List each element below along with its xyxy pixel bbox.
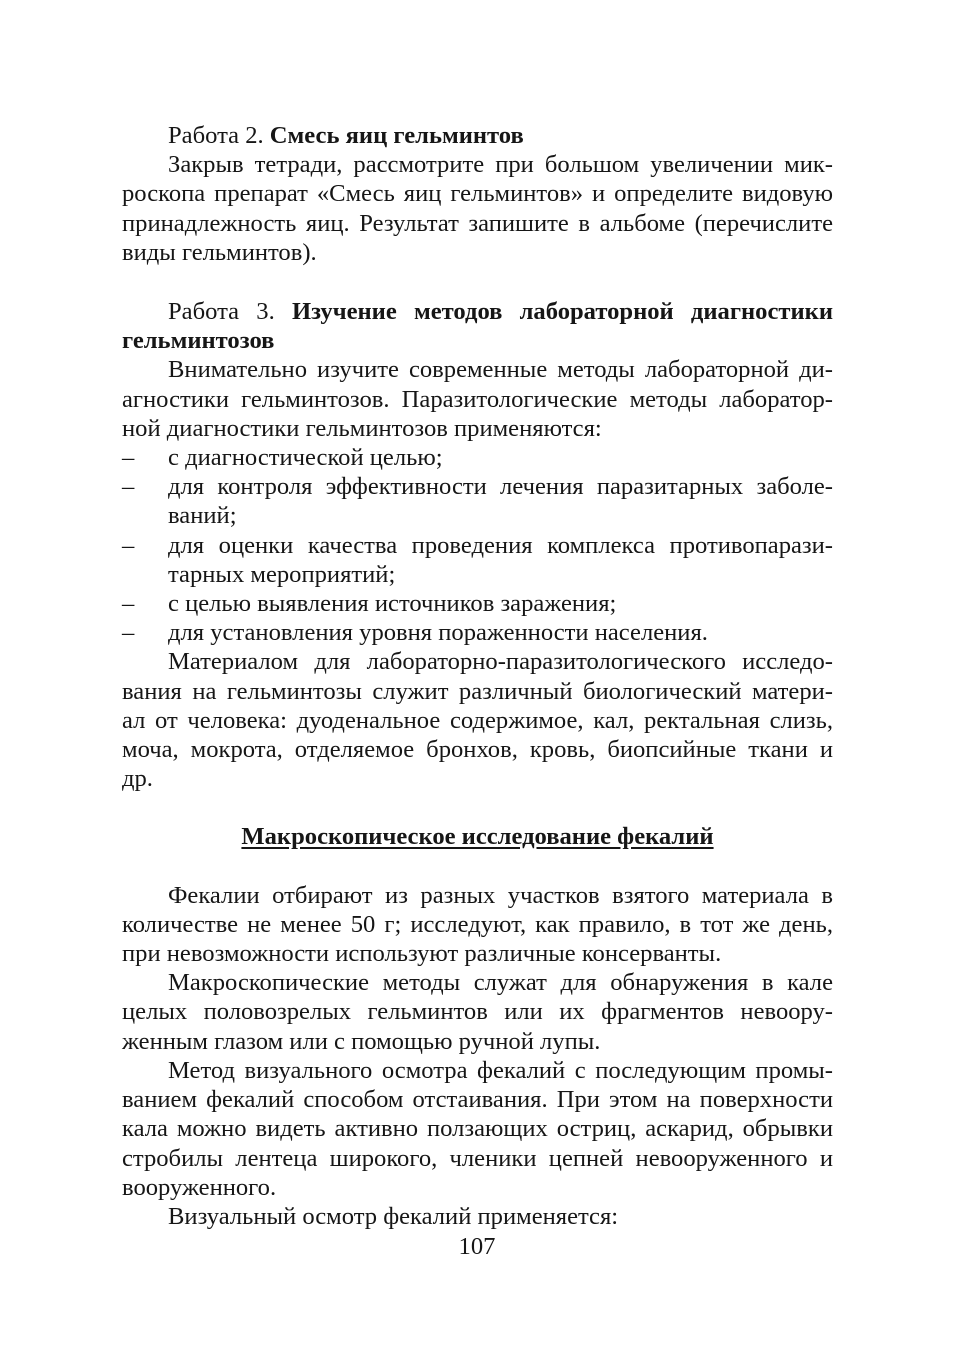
work2-heading [122,121,833,150]
spacer [122,267,833,297]
work2-title: Смесь яиц гельминтов [269,122,524,149]
page-number: 107 [458,1233,496,1260]
work3-title-2: гельминтозов [122,327,275,355]
paragraph-line: стробилы лентеца широкого, членики цепней невооруженного и [122,1144,833,1172]
spacer [122,852,833,881]
paragraph-line: вооруженного. [122,1173,277,1201]
material-line-2: вания на гельминтозы служит различный биологический матери- [122,677,833,705]
spacer [122,793,833,822]
list-dash: – [122,473,135,501]
list-item-text: для оценки качества проведения комплекса противопарази- [168,531,833,559]
list-item-text: для установления уровня пораженности населения. [168,619,708,647]
paragraph-line: Фекалии отбирают из разных участков взятого материала в [168,881,833,909]
work3-heading-line-1 [122,297,833,326]
work2-line-4: виды гельминтов). [122,238,317,266]
list-item-text: тарных мероприятий; [168,560,396,588]
list-dash: – [122,590,135,618]
paragraph-line: количестве не менее 50 г; исследуют, как правило, в тот же день, [122,910,833,938]
list-item-text: с целью выявления источников заражения; [168,590,617,618]
work2-line-1: Закрыв тетради, рассмотрите при большом увеличении мик- [168,151,833,179]
work2-line-2: роскопа препарат «Смесь яиц гельминтов» и определите видовую [122,180,833,208]
section-heading: Макроскопическое исследование фекалий [241,823,714,851]
list-item [122,618,833,647]
paragraph-line: целых половозрелых гельминтов или их фрагментов невоору- [122,998,833,1026]
paragraph-line: при невозможности используют различные консерванты. [122,940,722,968]
section-paragraph-2 [122,968,833,1056]
work3-intro-2: агностики гельминтозов. Паразитологические методы лаборатор- [122,385,833,413]
list-item [122,472,833,530]
list-item [122,531,833,589]
work3-label: Работа 3. [168,298,292,326]
list-dash: – [122,619,135,647]
section-paragraph-1 [122,881,833,969]
list-item-text: ваний; [168,502,237,530]
work2-block [122,121,833,267]
list-item [122,589,833,618]
paragraph-line: Метод визуального осмотра фекалий с последующим промы- [168,1056,833,1084]
paragraph-line: женным глазом или с помощью ручной лупы. [122,1027,601,1055]
material-line-5: др. [122,765,153,793]
work3-title-1: Изучение методов лабораторной диагностики [291,298,833,326]
work3-intro-1: Внимательно изучите современные методы лабораторной ди- [168,356,833,384]
material-line-1: Материалом для лабораторно-паразитологического исследо- [168,648,833,676]
paragraph-line: Визуальный осмотр фекалий применяется: [168,1202,619,1230]
section-paragraph-3 [122,1056,833,1202]
section-paragraph-4 [122,1202,833,1231]
paragraph-line: Макроскопические методы служат для обнаружения в кале [168,969,833,997]
work3-block [122,297,833,793]
list-item-text: с диагностической целью; [168,444,443,472]
material-line-4: моча, мокрота, отделяемое бронхов, кровь, биопсийные ткани и [122,736,833,764]
work2-label: Работа 2. [168,122,270,149]
work2-line-3: принадлежность яиц. Результат запишите в альбоме (перечислите [122,209,833,237]
list-dash: – [122,444,135,472]
work3-intro-3: ной диагностики гельминтозов применяются: [122,414,602,442]
list-dash: – [122,531,135,559]
list-item-text: для контроля эффективности лечения паразитарных заболе- [168,473,833,501]
paragraph-line: кала можно видеть активно ползающих остриц, аскарид, обрывки [122,1115,833,1143]
list-item [122,443,833,472]
material-line-3: ал от человека: дуоденальное содержимое, кал, ректальная слизь, [122,706,833,734]
paragraph-line: ванием фекалий способом отстаивания. При этом на поверхности [122,1086,833,1114]
text-column [122,121,833,1231]
